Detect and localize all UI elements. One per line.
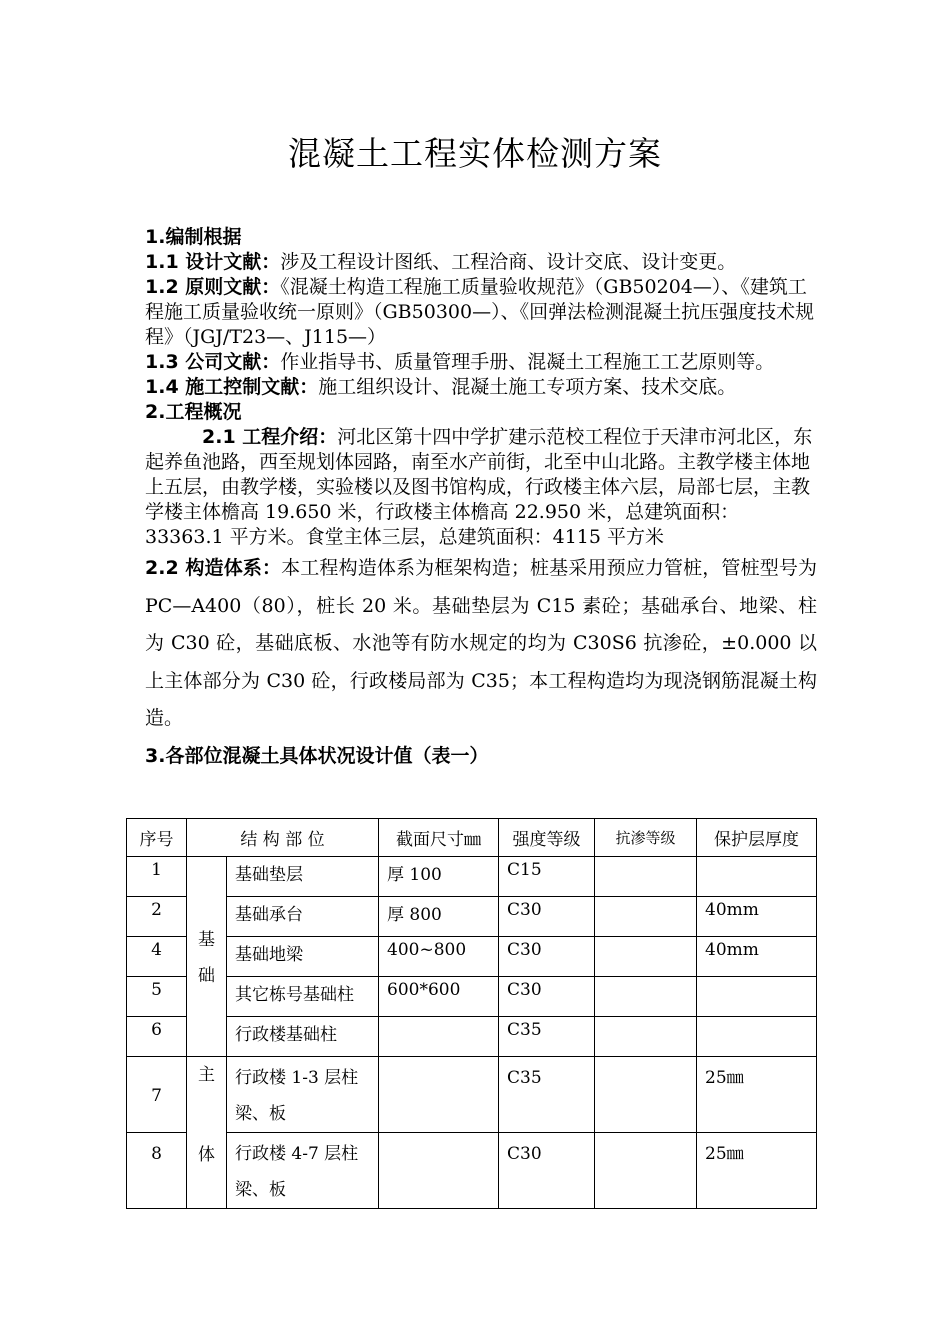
header-imperm: 抗渗等级: [595, 819, 697, 857]
group-main-structure: [187, 1057, 227, 1209]
header-no: 序号: [127, 819, 187, 857]
item-1-1-text: 涉及工程设计图纸、工程洽商、设计交底、设计变更。: [280, 251, 737, 273]
item-1-4: [145, 375, 817, 400]
item-1-4-label: 1.4 施工控制文献：: [145, 376, 319, 398]
header-size: 截面尺寸㎜: [379, 819, 499, 857]
table-row: [127, 1057, 817, 1133]
cell-cover: 40mm: [697, 897, 817, 937]
item-1-3: [145, 350, 817, 375]
cell-imperm: [595, 1133, 697, 1209]
item-2-2: [145, 550, 817, 738]
section-1-heading: 1.编制根据: [145, 226, 242, 248]
cell-cover: 40mm: [697, 937, 817, 977]
item-2-2-label: 2.2 构造体系：: [145, 557, 282, 579]
header-grade: 强度等级: [499, 819, 595, 857]
table-row: [127, 897, 817, 937]
cell-grade: C30: [499, 1133, 595, 1209]
section-3-heading: 3.各部位混凝土具体状况设计值（表一）: [145, 744, 489, 767]
item-2-1-text: 河北区第十四中学扩建示范校工程位于天津市河北区，东起养鱼池路，西至规划体园路，南至水产前街，北至中山北路。主教学楼主体地上五层，由教学楼，实验楼以及图书馆构成，行政楼主体六层，局部七层，主教学楼主体檐高 19.650 米，行政楼主体檐高 22.950 米，总建筑面积：33363.1 平方米。食堂主体三层，总建筑面积：4115 平方米: [145, 426, 813, 548]
cell-grade: C30: [499, 937, 595, 977]
cell-part: 基础地梁: [227, 937, 379, 977]
cell-no: 8: [127, 1133, 187, 1209]
cell-cover: [697, 977, 817, 1017]
cell-grade: C35: [499, 1017, 595, 1057]
item-1-1-label: 1.1 设计文献：: [145, 251, 281, 273]
cell-imperm: [595, 937, 697, 977]
cell-size: 厚 100: [379, 857, 499, 897]
cell-part: 基础承台: [227, 897, 379, 937]
item-1-3-label: 1.3 公司文献：: [145, 351, 281, 373]
document-title: 混凝土工程实体检测方案: [288, 134, 662, 173]
cell-size: 600*600: [379, 977, 499, 1017]
cell-size: [379, 1057, 499, 1133]
header-part: 结 构 部 位: [187, 819, 379, 857]
cell-cover: [697, 857, 817, 897]
cell-cover: [697, 1017, 817, 1057]
document-body: [145, 225, 817, 769]
section-2-heading: 2.工程概况: [145, 401, 242, 423]
cell-part: 基础垫层: [227, 857, 379, 897]
cell-grade: C35: [499, 1057, 595, 1133]
cell-part: 行政楼基础柱: [227, 1017, 379, 1057]
item-1-2: [145, 275, 817, 350]
cell-grade: C30: [499, 897, 595, 937]
item-1-2-label: 1.2 原则文献：: [145, 276, 281, 298]
table-row: [127, 937, 817, 977]
cell-imperm: [595, 977, 697, 1017]
cell-no: 2: [127, 897, 187, 937]
item-1-4-text: 施工组织设计、混凝土施工专项方案、技术交底。: [318, 376, 737, 398]
cell-part: 其它栋号基础柱: [227, 977, 379, 1017]
cell-grade: C15: [499, 857, 595, 897]
item-2-1: [145, 425, 817, 550]
group-foundation-char-1: 基: [198, 930, 215, 950]
cell-no: 4: [127, 937, 187, 977]
cell-imperm: [595, 897, 697, 937]
cell-part: 行政楼 4-7 层柱梁、板: [227, 1133, 379, 1209]
cell-cover: 25㎜: [697, 1057, 817, 1133]
cell-no: 7: [127, 1057, 187, 1133]
cell-imperm: [595, 1057, 697, 1133]
group-foundation-char-2: 础: [198, 966, 215, 986]
cell-no: 6: [127, 1017, 187, 1057]
group-main-char-1: 主: [198, 1065, 215, 1085]
cell-cover: 25㎜: [697, 1133, 817, 1209]
cell-size: [379, 1133, 499, 1209]
item-2-2-text: 本工程构造体系为框架构造；桩基采用预应力管桩，管桩型号为 PC—A400（80），桩长 20 米。基础垫层为 C15 素砼；基础承台、地梁、柱为 C30 砼，基础底板、水池等有防水规定的均为 C30S6 抗渗砼，±0.000 以上主体部分为 C30 砼，行政楼局部为 C35；本工程构造均为现浇钢筋混凝土构造。: [145, 557, 817, 729]
design-values-table: [126, 818, 817, 1209]
item-2-1-label: 2.1 工程介绍：: [202, 426, 338, 448]
cell-no: 1: [127, 857, 187, 897]
table-row: [127, 1017, 817, 1057]
table-row: [127, 857, 817, 897]
cell-part: 行政楼 1-3 层柱梁、板: [227, 1057, 379, 1133]
cell-imperm: [595, 1017, 697, 1057]
item-1-1: [145, 250, 817, 275]
table-row: [127, 1133, 817, 1209]
table-header-row: [127, 819, 817, 857]
cell-imperm: [595, 857, 697, 897]
item-1-2-text: 《混凝土构造工程施工质量验收规范》（GB50204—）、《建筑工程施工质量验收统一原则》（GB50300—）、《回弹法检测混凝土抗压强度技术规程》（JGJ/T23—、J115—）: [145, 276, 815, 348]
group-foundation: [187, 857, 227, 1057]
group-main-char-2: 体: [198, 1145, 215, 1165]
item-1-3-text: 作业指导书、质量管理手册、混凝土工程施工工艺原则等。: [280, 351, 775, 373]
header-cover: 保护层厚度: [697, 819, 817, 857]
table-row: [127, 977, 817, 1017]
cell-no: 5: [127, 977, 187, 1017]
cell-grade: C30: [499, 977, 595, 1017]
cell-size: 厚 800: [379, 897, 499, 937]
cell-size: 400~800: [379, 937, 499, 977]
cell-size: [379, 1017, 499, 1057]
